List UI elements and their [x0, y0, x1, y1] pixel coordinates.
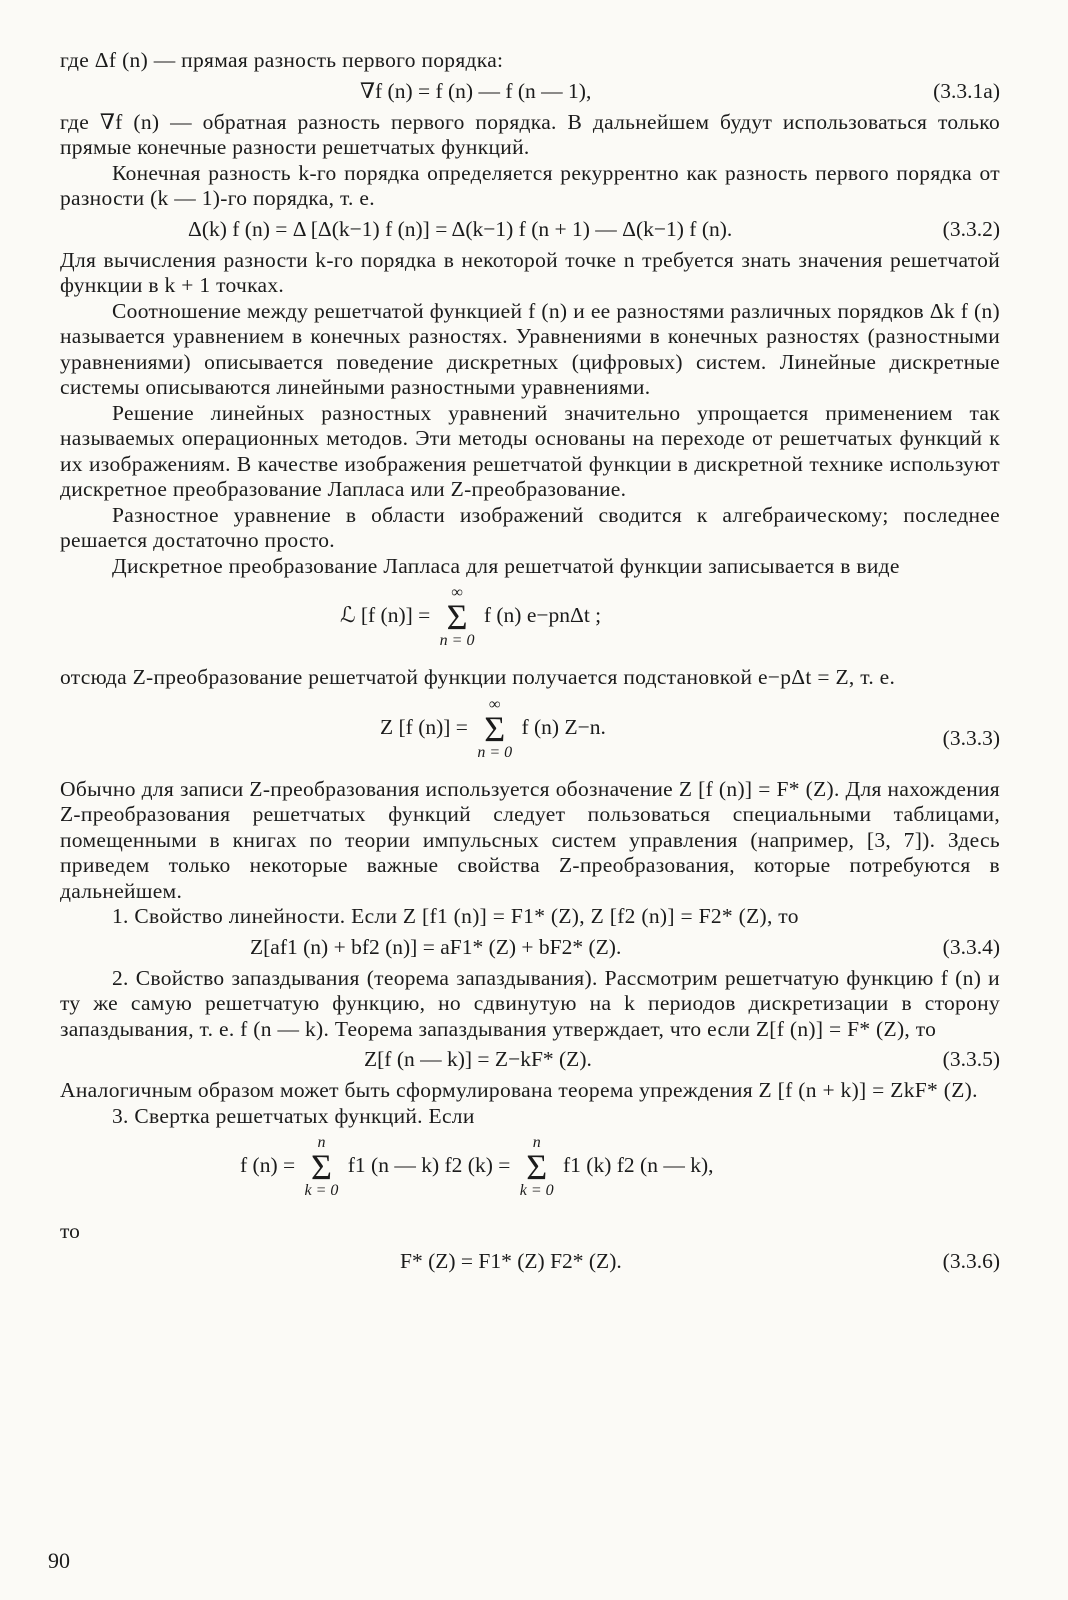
sum-lower: k = 0 — [304, 1182, 339, 1199]
sum-upper: n — [532, 1134, 541, 1151]
equation-formula: Z[f (n — k)] = Z−kF* (Z). — [364, 1047, 592, 1071]
paragraph: Решение линейных разностных уравнений значительно упрощается применением так называемых операционных методов. Эти методы основаны на переходе от решетчатых функций к их изображениям. В качестве изображения решетчатой функции в дискретной технике используют дискретное преобразование Лапласа или Z-преобразование. — [60, 400, 1000, 501]
equation-part: f (n) = — [240, 1152, 296, 1177]
sum-upper: ∞ — [489, 695, 501, 713]
equation-formula: Δ(k) f (n) = Δ [Δ(k−1) f (n)] = Δ(k−1) f (n + 1) — Δ(k−1) f (n). — [188, 216, 733, 241]
paragraph: 3. Свертка решетчатых функций. Если — [112, 1103, 475, 1128]
paragraph: где ∇f (n) — обратная разность первого порядка. В дальнейшем будут использоваться только прямые конечные разности решетчатых функций. — [60, 109, 1000, 159]
sum-lower: n = 0 — [477, 743, 513, 761]
paragraph: Для вычисления разности k-го порядка в некоторой точке n требуется знать значения решетчатой функции в k + 1 точках. — [60, 247, 1000, 297]
equation-part: f (n) Z−n. — [521, 714, 606, 739]
paragraph: Аналогичным образом может быть сформулирована теорема упреждения Z [f (n + k)] = ZkF* (Z). — [60, 1078, 978, 1102]
equation-3-3-2 — [60, 212, 1000, 248]
equation-3-3-5 — [60, 1042, 1000, 1078]
equation-part: Z [f (n)] = — [380, 714, 468, 739]
paragraph: Разностное уравнение в области изображений сводится к алгебраическому; последнее решается достаточно просто. — [60, 502, 1000, 552]
sum-upper: ∞ — [451, 584, 463, 601]
paragraph: Конечная разность k-го порядка определяется рекуррентно как разность первого порядка от разности (k — 1)-го порядка, т. е. — [60, 160, 1000, 210]
equation-formula: ∇f (n) = f (n) — f (n — 1), — [360, 78, 592, 103]
equation-number: (3.3.6) — [942, 1249, 1000, 1273]
sum-lower: k = 0 — [519, 1182, 554, 1199]
equation-number: (3.3.2) — [942, 216, 1000, 241]
sum-sign: n Σ k = 0 — [304, 1134, 339, 1199]
equation-convolution — [60, 1129, 1000, 1215]
equation-part: f1 (k) f2 (n — k), — [563, 1152, 714, 1177]
equation-formula: F* (Z) = F1* (Z) F2* (Z). — [400, 1249, 622, 1273]
equation-number: (3.3.4) — [942, 934, 1000, 959]
page-number: 90 — [48, 1548, 70, 1573]
equation-3-3-6 — [60, 1244, 1000, 1280]
equation-number: (3.3.3) — [942, 725, 1000, 750]
equation-number: (3.3.5) — [942, 1047, 1000, 1071]
paragraph: где Δf (n) — прямая разность первого порядка: — [60, 48, 504, 72]
paragraph: Соотношение между решетчатой функцией f (n) и ее разностями различных порядков Δk f (n) называется уравнением в конечных разностях. Уравнениями в конечных разностях (разностными уравнениями) описывается поведение дискретных (цифровых) систем. Линейные дискретные системы описываются линейными разностными уравнениями. — [60, 298, 1000, 399]
sum-sign: n Σ k = 0 — [519, 1134, 554, 1199]
paragraph: Обычно для записи Z-преобразования используется обозначение Z [f (n)] = F* (Z). Для нахождения Z-преобразования решетчатых функций следует пользоваться специальными таблицами, помещенными в книгах по теории импульсных систем управления (например, [3, 7]). Здесь приведем только некоторые важные свойства Z-преобразования, которые потребуются в дальнейшем. — [60, 776, 1000, 903]
equation-part: ℒ [f (n)] = — [340, 602, 431, 627]
equation-number: (3.3.1a) — [933, 78, 1000, 103]
equation-3-3-3 — [60, 691, 1000, 777]
equation-part: f1 (n — k) f2 (k) = — [347, 1152, 511, 1177]
equation-3-3-1a — [60, 74, 1000, 110]
equation-laplace — [60, 579, 1000, 665]
paragraph: 1. Свойство линейности. Если Z [f1 (n)] = F1* (Z), Z [f2 (n)] = F2* (Z), то — [112, 904, 799, 928]
sum-sign: ∞ Σ n = 0 — [477, 695, 513, 761]
equation-part: f (n) e−pnΔt ; — [483, 602, 602, 627]
sum-lower: n = 0 — [439, 632, 475, 649]
equation-formula: Z[af1 (n) + bf2 (n)] = aF1* (Z) + bF2* (Z). — [250, 934, 622, 959]
paragraph: отсюда Z-преобразование решетчатой функции получается подстановкой e−pΔt = Z, т. е. — [60, 665, 896, 689]
paragraph: Дискретное преобразование Лапласа для решетчатой функции записывается в виде — [112, 553, 900, 578]
sum-sign: ∞ Σ n = 0 — [439, 584, 475, 649]
sum-upper: n — [317, 1134, 326, 1151]
paragraph: 2. Свойство запаздывания (теорема запаздывания). Рассмотрим решетчатую функцию f (n) и ту же самую решетчатую функцию, но сдвинутую на k периодов дискретизации в сторону запаздывания, т. е. f (n — k). Теорема запаздывания утверждает, что если Z[f (n)] = F* (Z), то — [60, 965, 1000, 1041]
connective-word: то — [60, 1219, 80, 1243]
equation-3-3-4 — [60, 930, 1000, 966]
